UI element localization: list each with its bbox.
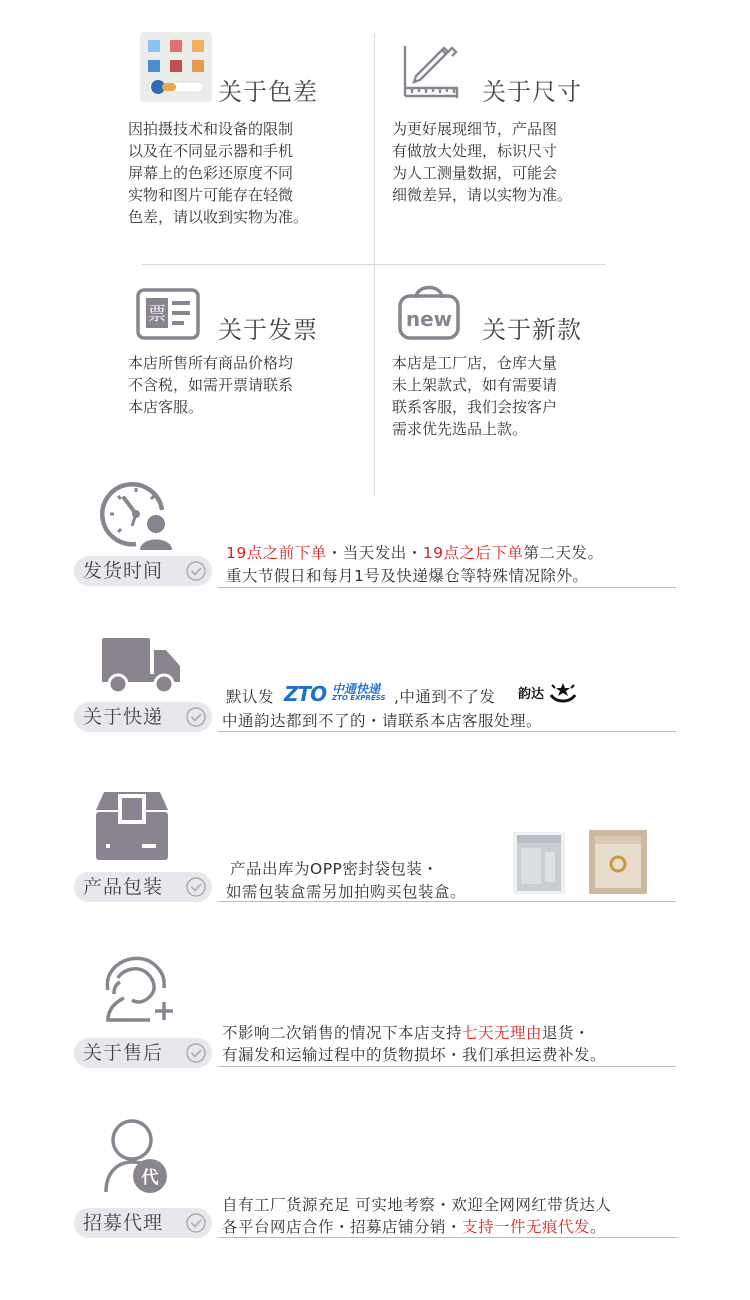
- invoice-text: 本店所售所有商品价格均 不含税，如需开票请联系 本店客服。: [128, 354, 294, 416]
- truck-icon: [100, 636, 182, 696]
- check-circle-icon: [186, 877, 206, 897]
- shipping-time-rule: [218, 587, 676, 588]
- shipping-time-label: 发货时间: [74, 556, 212, 586]
- opp-bag-photo: [513, 832, 565, 894]
- svg-text:new: new: [405, 307, 453, 331]
- after-sales-line1: 不影响二次销售的情况下本店支持七天无理由退货・: [222, 1024, 591, 1042]
- after-sales-line2: 有漏发和运输过程中的货物损坏・我们承担运费补发。: [222, 1046, 607, 1064]
- zto-logo: ZTO 中通快递 ZTO EXPRESS: [284, 682, 386, 706]
- agent-label: 招募代理: [74, 1208, 212, 1238]
- invoice-ticket-icon: [136, 288, 200, 340]
- grid-vertical-divider: [374, 34, 375, 496]
- after-sales-rule: [218, 1066, 676, 1067]
- agent-line1: 自有工厂货源充足 可实地考察・欢迎全网网红带货达人: [222, 1196, 612, 1214]
- new-text: 本店是工厂店，仓库大量 未上架款式，如有需要请 联系客服，我们会按客户 需求优先选品上款。: [392, 354, 558, 438]
- express-line1-a: 默认发: [226, 688, 275, 706]
- grid-horizontal-divider: [142, 264, 606, 265]
- color-palette-icon: [140, 32, 212, 102]
- agent-line2: 各平台网店合作・招募店铺分销・支持一件无痕代发。: [222, 1218, 607, 1236]
- color-title: 关于色差: [218, 78, 318, 106]
- express-line1-b: ,中通到不了发: [394, 688, 496, 706]
- after-sales-label: 关于售后: [74, 1038, 212, 1068]
- packaging-line1: 产品出库为OPP密封袋包装・: [230, 860, 439, 878]
- customer-service-icon: [102, 954, 178, 1022]
- check-circle-icon: [186, 561, 206, 581]
- box-icon: [96, 792, 168, 860]
- clock-person-icon: [98, 476, 174, 552]
- yunda-logo: 韵达: [518, 681, 580, 705]
- packaging-line2: 如需包装盒需另加拍购买包装盒。: [226, 883, 467, 901]
- check-circle-icon: [186, 1213, 206, 1233]
- svg-text:票: 票: [148, 304, 166, 325]
- express-line2: 中通韵达都到不了的・请联系本店客服处理。: [222, 712, 543, 730]
- new-bag-icon: [398, 282, 460, 340]
- packaging-label: 产品包装: [74, 872, 212, 902]
- new-title: 关于新款: [482, 316, 582, 344]
- ruler-pencil-icon: [402, 44, 460, 100]
- check-circle-icon: [186, 1043, 206, 1063]
- size-title: 关于尺寸: [482, 78, 582, 106]
- size-text: 为更好展现细节，产品图 有做放大处理，标识尺寸 为人工测量数据，可能会 细微差异，请以实物为准。: [392, 120, 573, 204]
- shipping-time-line2: 重大节假日和每月1号及快递爆仓等特殊情况除外。: [226, 567, 589, 585]
- express-label: 关于快递: [74, 702, 212, 732]
- agent-rule: [218, 1237, 678, 1238]
- svg-text:代: 代: [141, 1168, 159, 1188]
- color-text: 因拍摄技术和设备的限制 以及在不同显示器和手机 屏幕上的色彩还原度不同 实物和图片可能存在轻微 色差，请以收到实物为准。: [128, 120, 309, 226]
- express-rule: [218, 731, 676, 732]
- boxed-ring-photo: [589, 830, 647, 894]
- shipping-time-line1: 19点之前下单・当天发出・19点之后下单第二天发。: [226, 544, 604, 562]
- packaging-rule: [218, 901, 676, 902]
- agent-person-icon: [102, 1118, 174, 1194]
- check-circle-icon: [186, 707, 206, 727]
- invoice-title: 关于发票: [218, 316, 318, 344]
